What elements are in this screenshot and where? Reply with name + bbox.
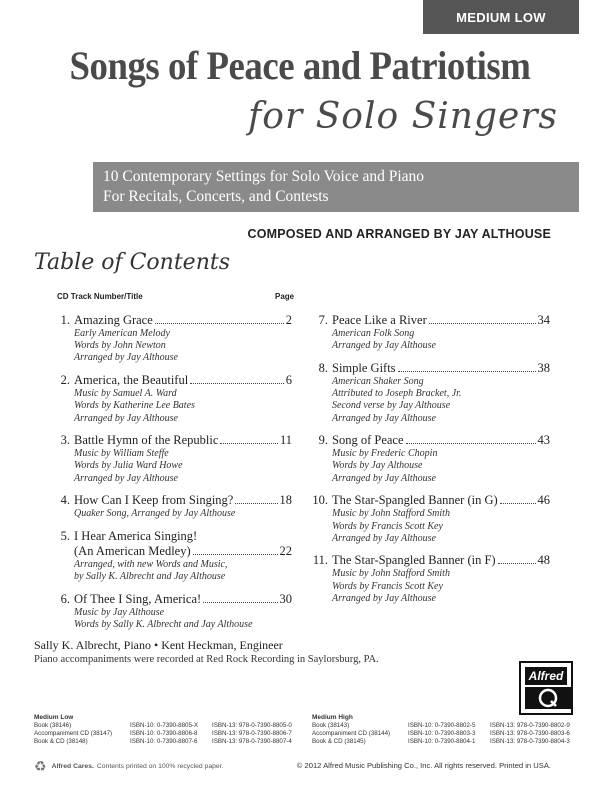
track-number: 7. [318,313,328,327]
alfred-logo-icon [525,687,571,709]
dot-leader [235,503,277,504]
credit-line: Arranged by Jay Althouse [332,472,436,484]
credit-line: Words by Sally K. Albrecht and Jay Althouse [74,619,253,631]
page-number: 30 [279,591,292,606]
song-title: The Star-Spangled Banner (in G) [332,493,498,508]
credit-line: Second verse by Jay Althouse [332,400,451,412]
track-number: 3. [60,433,70,448]
track-number: 1. [60,313,70,327]
page-number: 46 [537,493,550,508]
credit-line: by Sally K. Albrecht and Jay Althouse [74,571,226,583]
recycled-text: Contents printed on 100% recycled paper. [96,763,224,770]
song-title: The Star-Spangled Banner (in F) [332,553,496,568]
credit-line: Early American Melody [74,328,170,339]
dot-leader [398,371,536,372]
toc-column-track-header: CD Track Number/Title [57,292,143,301]
dot-leader [193,554,278,555]
credit-line: Words by Francis Scott Key [332,580,443,592]
credit-line: Arranged by Jay Althouse [332,592,436,604]
banner-line-2: For Recitals, Concerts, and Contests [103,188,329,205]
toc-heading: Table of Contents [34,250,231,275]
isbn-medium-low [34,714,302,746]
isbn-row: Accompaniment CD (38144) ISBN-10: 0-7390-8803-3 ISBN-13: 978-0-7390-8803-6 [312,730,570,737]
toc-entry[interactable] [47,313,292,365]
dot-leader [429,323,536,324]
recording-note: Piano accompaniments were recorded at Red Rock Recording in Saylorsburg, PA. [34,654,379,665]
toc-entry[interactable] [47,493,292,520]
isbn-row: Book (38143) ISBN-10: 0-7390-8802-5 ISBN-13: 978-0-7390-8802-9 [312,722,570,729]
credit-line: Arranged by Jay Althouse [332,532,436,544]
copyright-notice: © 2012 Alfred Music Publishing Co., Inc. All rights reserved. Printed in USA. [296,761,551,770]
toc-entry[interactable] [305,553,550,605]
recycle-icon: ♻ [34,758,47,774]
song-title: How Can I Keep from Singing? [74,493,234,508]
voice-range-badge: MEDIUM LOW [423,0,579,34]
toc-entry[interactable] [305,313,550,352]
credit-line: Music by Samuel A. Ward [74,388,177,400]
page-number: 43 [537,433,550,448]
toc-entry[interactable] [47,592,292,631]
dot-leader [500,503,536,504]
credit-line: Arranged by Jay Althouse [74,412,178,424]
personnel-credit: Sally K. Albrecht, Piano • Kent Heckman, Engineer [34,638,283,652]
page-number: 18 [279,493,292,508]
toc-entry[interactable] [305,433,550,485]
toc-entry[interactable] [305,361,550,425]
page-number: 2 [285,313,292,327]
toc-entry[interactable] [47,433,292,485]
credit-line: American Folk Song [332,328,415,339]
toc-entry[interactable] [305,493,550,545]
dot-leader [190,383,284,384]
toc-entry[interactable] [47,529,292,583]
page-number: 6 [285,373,292,388]
track-number: 6. [60,591,70,606]
track-number: 9. [318,433,328,448]
credit-line: Words by Jay Althouse [332,460,423,472]
credit-line: Words by John Newton [74,340,166,352]
track-number: 2. [60,373,70,388]
song-title: America, the Beautiful [74,373,189,388]
page-number: 22 [279,544,292,559]
credit-line: Music by William Steffe [74,448,169,460]
dot-leader [203,602,277,603]
toc-entry[interactable] [47,373,292,425]
song-title: I Hear America Singing! [74,529,198,544]
credit-line: Words by Francis Scott Key [332,520,443,532]
isbn-heading: Medium High [312,714,353,721]
isbn-heading: Medium Low [34,714,74,721]
book-title: Songs of Peace and Patriotism [69,43,531,88]
credit-line: Attributed to Joseph Bracket, Jr. [332,388,462,400]
song-title: Of Thee I Sing, America! [74,591,202,606]
page-number: 48 [537,553,550,568]
isbn-row: Book & CD (38148) ISBN-10: 0-7390-8807-6 ISBN-13: 978-0-7390-8807-4 [34,738,292,745]
track-number: 8. [318,360,328,375]
alfred-cares: Alfred Cares. [51,763,94,770]
isbn-row: Book (38146) ISBN-10: 0-7390-8805-X ISBN-13: 978-0-7390-8805-0 [34,722,292,729]
credit-line: Arranged by Jay Althouse [74,472,178,484]
song-title-continued: (An American Medley) [74,544,191,559]
song-title: Battle Hymn of the Republic [74,433,219,448]
dot-leader [498,563,536,564]
isbn-row: Book & CD (38145) ISBN-10: 0-7390-8804-1 ISBN-13: 978-0-7390-8804-3 [312,738,570,745]
isbn-medium-high [312,714,580,746]
alfred-logo-text: Alfred [525,667,567,685]
track-number: 5. [60,529,70,544]
credit-line: Arranged by Jay Althouse [332,340,436,352]
recycled-notice [34,758,223,775]
song-title: Simple Gifts [332,360,396,375]
page-number: 34 [537,313,550,327]
credit-line: Arranged by Jay Althouse [332,412,436,424]
composer-credit: COMPOSED AND ARRANGED BY JAY ALTHOUSE [247,227,551,241]
credit-line: Arranged by Jay Althouse [74,352,178,364]
song-title: Peace Like a River [332,313,427,327]
banner-line-1: 10 Contemporary Settings for Solo Voice and Piano [103,168,425,185]
track-number: 4. [60,493,70,508]
credit-line: Arranged, with new Words and Music, [74,559,228,571]
credit-line: Quaker Song, Arranged by Jay Althouse [74,508,236,520]
page-number: 38 [537,360,550,375]
credit-line: Words by Julia Ward Howe [74,460,183,472]
dot-leader [406,443,536,444]
page-number: 11 [279,433,292,448]
song-title: Song of Peace [332,433,404,448]
credit-line: Music by John Stafford Smith [332,568,450,580]
toc-left-column [47,313,292,640]
book-subtitle: for Solo Singers [247,96,558,137]
song-title: Amazing Grace [74,313,153,327]
track-number: 10. [312,493,328,508]
dot-leader [155,323,284,324]
dot-leader [220,443,278,444]
description-banner [93,162,579,212]
credit-line: Music by Jay Althouse [74,606,165,618]
credit-line: Words by Katherine Lee Bates [74,400,195,412]
credit-line: Music by John Stafford Smith [332,508,450,520]
alfred-logo [519,661,573,715]
isbn-row: Accompaniment CD (38147) ISBN-10: 0-7390-8806-8 ISBN-13: 978-0-7390-8806-7 [34,730,292,737]
track-number: 11. [312,553,328,568]
credit-line: American Shaker Song [332,375,424,387]
toc-column-page-header: Page [275,292,295,301]
credit-line: Music by Frederic Chopin [332,448,438,460]
toc-right-column [305,313,550,614]
